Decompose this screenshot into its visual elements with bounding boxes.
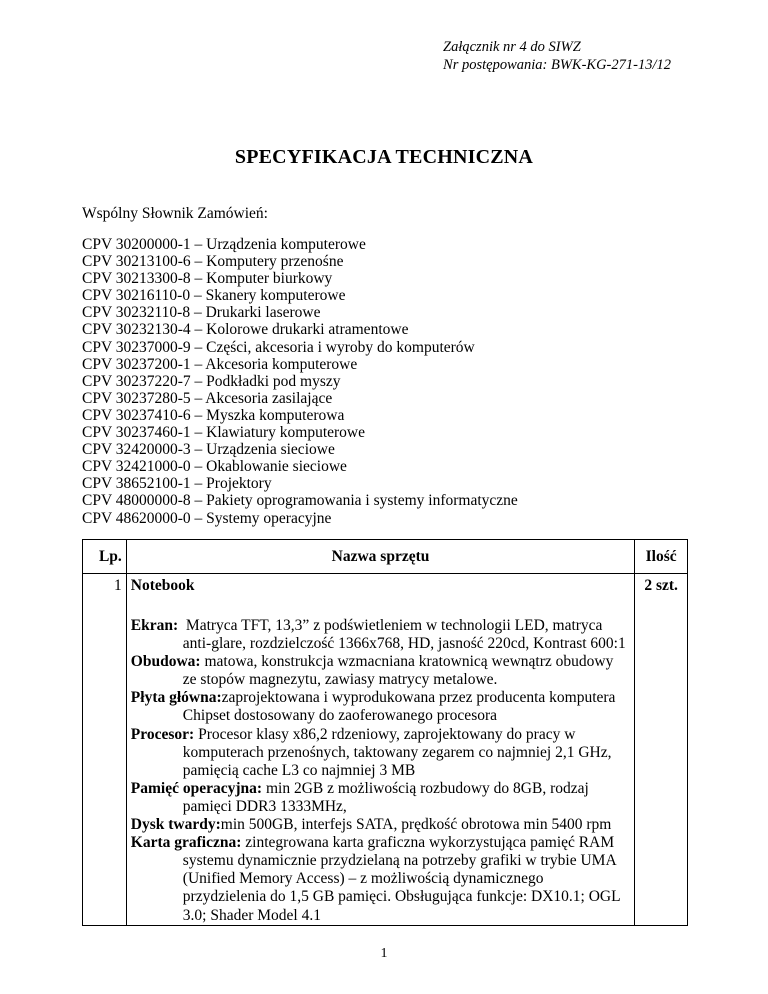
cpv-item: CPV 30237410-6 – Myszka komputerowa bbox=[82, 406, 345, 424]
equipment-table bbox=[82, 539, 688, 926]
spec-list bbox=[131, 617, 626, 925]
cell-name bbox=[126, 574, 634, 926]
cpv-list bbox=[82, 236, 518, 527]
page-number: 1 bbox=[380, 946, 388, 961]
cpv-item: CPV 30213100-6 – Komputery przenośne bbox=[82, 253, 344, 271]
spec-text: zaprojektowana i wyprodukowana przez producenta komputera Chipset dostosowany do zaoferowanego procesora bbox=[182, 689, 616, 725]
spec-label: Obudowa: bbox=[130, 653, 201, 671]
cpv-item: CPV 30232130-4 – Kolorowe drukarki atramentowe bbox=[82, 321, 409, 339]
spec-text: min 500GB, interfejs SATA, prędkość obrotowa min 5400 rpm bbox=[220, 816, 612, 834]
header-qty: Ilość bbox=[635, 540, 688, 574]
spec-text: zintegrowana karta graficzna wykorzystująca pamięć RAM systemu dynamicznie przydzielaną na potrzeby grafiki w trybie UMA (Unified Memory Access) – z możliwością dynamicznego przydzielenia do 1,5 GB pamięci. Obsługująca funkcje: DX10.1; OGL 3.0; Shader Model 4.1 bbox=[182, 834, 620, 924]
spec-case bbox=[131, 653, 626, 689]
spec-label: Płyta główna: bbox=[130, 689, 222, 707]
cpv-item: CPV 32421000-0 – Okablowanie sieciowe bbox=[82, 458, 347, 476]
spec-label: Procesor: bbox=[130, 725, 195, 743]
spec-label: Ekran: bbox=[130, 617, 179, 634]
header-lp: Lp. bbox=[83, 540, 127, 574]
spec-memory bbox=[131, 780, 626, 816]
spec-graphics bbox=[131, 834, 626, 924]
cpv-item: CPV 30213300-8 – Komputer biurkowy bbox=[82, 270, 333, 288]
cpv-item: CPV 30237280-5 – Akcesoria zasilające bbox=[82, 389, 333, 407]
page-title: SPECYFIKACJA TECHNICZNA bbox=[234, 146, 534, 168]
spec-screen bbox=[131, 617, 626, 653]
cpv-item: CPV 30216110-0 – Skanery komputerowe bbox=[82, 287, 346, 305]
spec-text: Procesor klasy x86,2 rdzeniowy, zaprojektowany do pracy w komputerach przenośnych, taktowany zegarem co najmniej 2,1 GHz, pamięcią cache L3 co najmniej 3 MB bbox=[182, 725, 612, 779]
cpv-item: CPV 30232110-8 – Drukarki laserowe bbox=[82, 304, 321, 322]
spec-label: Pamięć operacyjna: bbox=[130, 779, 263, 797]
header-name: Nazwa sprzętu bbox=[126, 540, 634, 574]
cpv-item: CPV 30237000-9 – Części, akcesoria i wyroby do komputerów bbox=[82, 338, 475, 356]
spec-hard-drive bbox=[131, 816, 626, 834]
cell-lp: 1 bbox=[83, 574, 127, 926]
cpv-item: CPV 32420000-3 – Urządzenia sieciowe bbox=[82, 441, 335, 459]
cpv-item: CPV 30237200-1 – Akcesoria komputerowe bbox=[82, 355, 358, 373]
cpv-item: CPV 30237220-7 – Podkładki pod myszy bbox=[82, 372, 341, 390]
cpv-item: CPV 30237460-1 – Klawiatury komputerowe bbox=[82, 424, 365, 442]
cpv-item: CPV 48000000-8 – Pakiety oprogramowania i systemy informatyczne bbox=[82, 492, 518, 510]
spec-processor bbox=[131, 726, 626, 780]
attachment-line: Załącznik nr 4 do SIWZ bbox=[443, 39, 581, 55]
table-row bbox=[83, 574, 688, 926]
spec-motherboard bbox=[131, 689, 626, 725]
cpv-item: CPV 38652100-1 – Projektory bbox=[82, 475, 272, 493]
document-header bbox=[443, 38, 671, 74]
spec-text: Matryca TFT, 13,3” z podświetleniem w technologii LED, matryca anti-glare, rozdzielczość 1366x768, HD, jasność 220cd, Kontrast 600:1 bbox=[182, 617, 626, 653]
table-header-row bbox=[83, 540, 688, 574]
cpv-item: CPV 48620000-0 – Systemy operacyjne bbox=[82, 509, 332, 527]
item-name: Notebook bbox=[130, 577, 195, 594]
dictionary-label: Wspólny Słownik Zamówień: bbox=[82, 205, 268, 222]
spec-text: min 2GB z możliwością rozbudowy do 8GB, rodzaj pamięci DDR3 1333MHz, bbox=[182, 779, 589, 815]
spec-text: matowa, konstrukcja wzmacniana kratownicą wewnątrz obudowy ze stopów magnezytu, zawiasy matrycy metalowe. bbox=[182, 653, 614, 689]
spec-label: Karta graficzna: bbox=[130, 834, 242, 852]
procedure-number: Nr postępowania: BWK-KG-271-13/12 bbox=[443, 57, 671, 73]
cpv-item: CPV 30200000-1 – Urządzenia komputerowe bbox=[82, 236, 366, 253]
cell-qty: 2 szt. bbox=[635, 574, 688, 926]
spec-label: Dysk twardy: bbox=[130, 816, 221, 834]
